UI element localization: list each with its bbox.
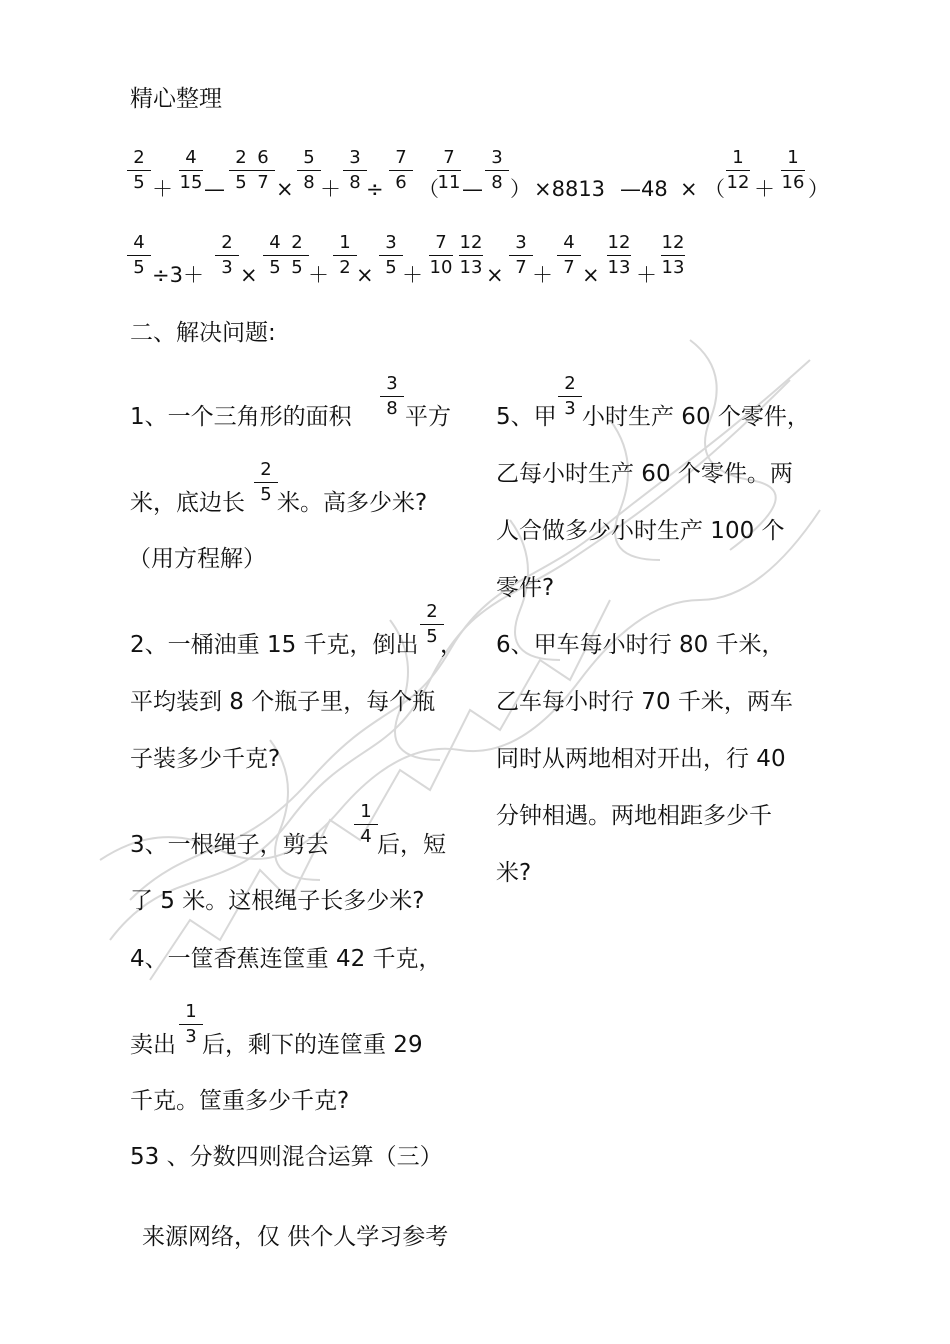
fraction: 1 4 — [351, 802, 381, 847]
fraction: 1 16 — [781, 147, 805, 193]
operator: × — [486, 263, 504, 287]
problem-text: 千克。筐重多少千克? — [130, 1088, 350, 1114]
fraction: 7 11 — [437, 147, 461, 193]
fraction: 2 5 — [226, 148, 256, 193]
problem-text: 米。高多少米? — [277, 490, 428, 516]
fraction: 1 3 — [176, 1002, 206, 1047]
problem-text: 子装多少千克? — [130, 746, 281, 772]
problem-text: 同时从两地相对开出，行 40 — [496, 746, 786, 772]
problem-text: 6、甲车每小时行 80 千米， — [496, 632, 785, 658]
problem-text: 后，剩下的连筐重 29 — [202, 1032, 423, 1058]
problem-text: 了 5 米。这根绳子长多少米? — [130, 888, 425, 914]
problem-text: 小时生产 60 个零件， — [582, 404, 810, 430]
fraction: 12 13 — [459, 232, 483, 278]
fraction: 5 8 — [294, 148, 324, 193]
section-heading: 二、解决问题: — [130, 320, 276, 346]
problem-text: 平均装到 8 个瓶子里，每个瓶 — [130, 689, 436, 715]
fraction: 3 5 — [376, 233, 406, 278]
problem-text: 零件? — [496, 575, 555, 601]
operator: ＋ — [532, 263, 553, 287]
fraction: 7 10 — [429, 232, 453, 278]
fraction: 2 3 — [555, 374, 585, 419]
problem-text: 卖出 — [130, 1032, 176, 1058]
fraction: 12 13 — [661, 232, 685, 278]
problem-text: 2、一桶油重 15 千克，倒出 — [130, 632, 419, 658]
problem-text: 米? — [496, 860, 532, 886]
problem-text: 米，底边长 — [130, 490, 245, 516]
fraction: 1 12 — [726, 147, 750, 193]
operator: ） — [510, 177, 531, 201]
operator: × — [680, 177, 698, 201]
operator: ） — [808, 177, 829, 201]
problem-text: 乙车每小时行 70 千米，两车 — [496, 689, 793, 715]
fraction: 1 2 — [330, 233, 360, 278]
problem-text: 平方 — [405, 404, 451, 430]
fraction: 2 5 — [251, 460, 281, 505]
problem-text: 4、一筐香蕉连筐重 42 千克， — [130, 946, 442, 972]
problem-text: 后，短 — [377, 832, 446, 858]
operator: ＋ — [402, 263, 423, 287]
operator: ＋ — [152, 177, 173, 201]
problem-text: （用方程解） — [128, 546, 266, 572]
operator: × — [356, 263, 374, 287]
fraction: 3 7 — [506, 233, 536, 278]
operator: × — [582, 263, 600, 287]
operator: —48 — [620, 177, 668, 201]
operator: ＋ — [754, 177, 775, 201]
fraction: 2 5 — [282, 233, 312, 278]
fraction: 4 7 — [554, 233, 584, 278]
operator: — — [204, 177, 225, 201]
source-footer: 来源网络，仅 供个人学习参考 — [142, 1224, 449, 1250]
fraction: 4 15 — [179, 147, 203, 193]
problem-text: 分钟相遇。两地相距多少千 — [496, 803, 772, 829]
operator: ×8813 — [534, 177, 606, 201]
fraction: 6 7 — [248, 148, 278, 193]
operator: （ — [704, 177, 725, 201]
operator: ÷ — [366, 177, 384, 201]
operator: — — [462, 177, 483, 201]
operator: ＋ — [320, 177, 341, 201]
fraction: 4 5 — [260, 233, 290, 278]
problem-text: 3、一根绳子，剪去 — [130, 832, 329, 858]
fraction: 3 8 — [377, 374, 407, 419]
fraction: 2 3 — [212, 233, 242, 278]
operator: （ — [418, 177, 439, 201]
problem-text: 1、一个三角形的面积 — [130, 404, 352, 430]
fraction: 7 6 — [386, 148, 416, 193]
fraction: 4 5 — [124, 233, 154, 278]
fraction: 12 13 — [607, 232, 631, 278]
problem-text: 人合做多少小时生产 100 个 — [496, 518, 785, 544]
problem-text: 5、甲 — [496, 404, 557, 430]
operator: × — [276, 177, 294, 201]
operator: ＋ — [636, 263, 657, 287]
fraction: 3 8 — [482, 148, 512, 193]
next-section-title: 53 、分数四则混合运算（三） — [130, 1144, 443, 1170]
fraction: 3 8 — [340, 148, 370, 193]
page-header-title: 精心整理 — [130, 86, 222, 112]
operator: ÷3＋ — [152, 263, 204, 287]
operator: ＋ — [308, 263, 329, 287]
fraction: 2 5 — [124, 148, 154, 193]
problem-text: 乙每小时生产 60 个零件。两 — [496, 461, 793, 487]
problem-text: ， — [440, 632, 463, 658]
operator: × — [240, 263, 258, 287]
fraction: 2 5 — [417, 602, 447, 647]
